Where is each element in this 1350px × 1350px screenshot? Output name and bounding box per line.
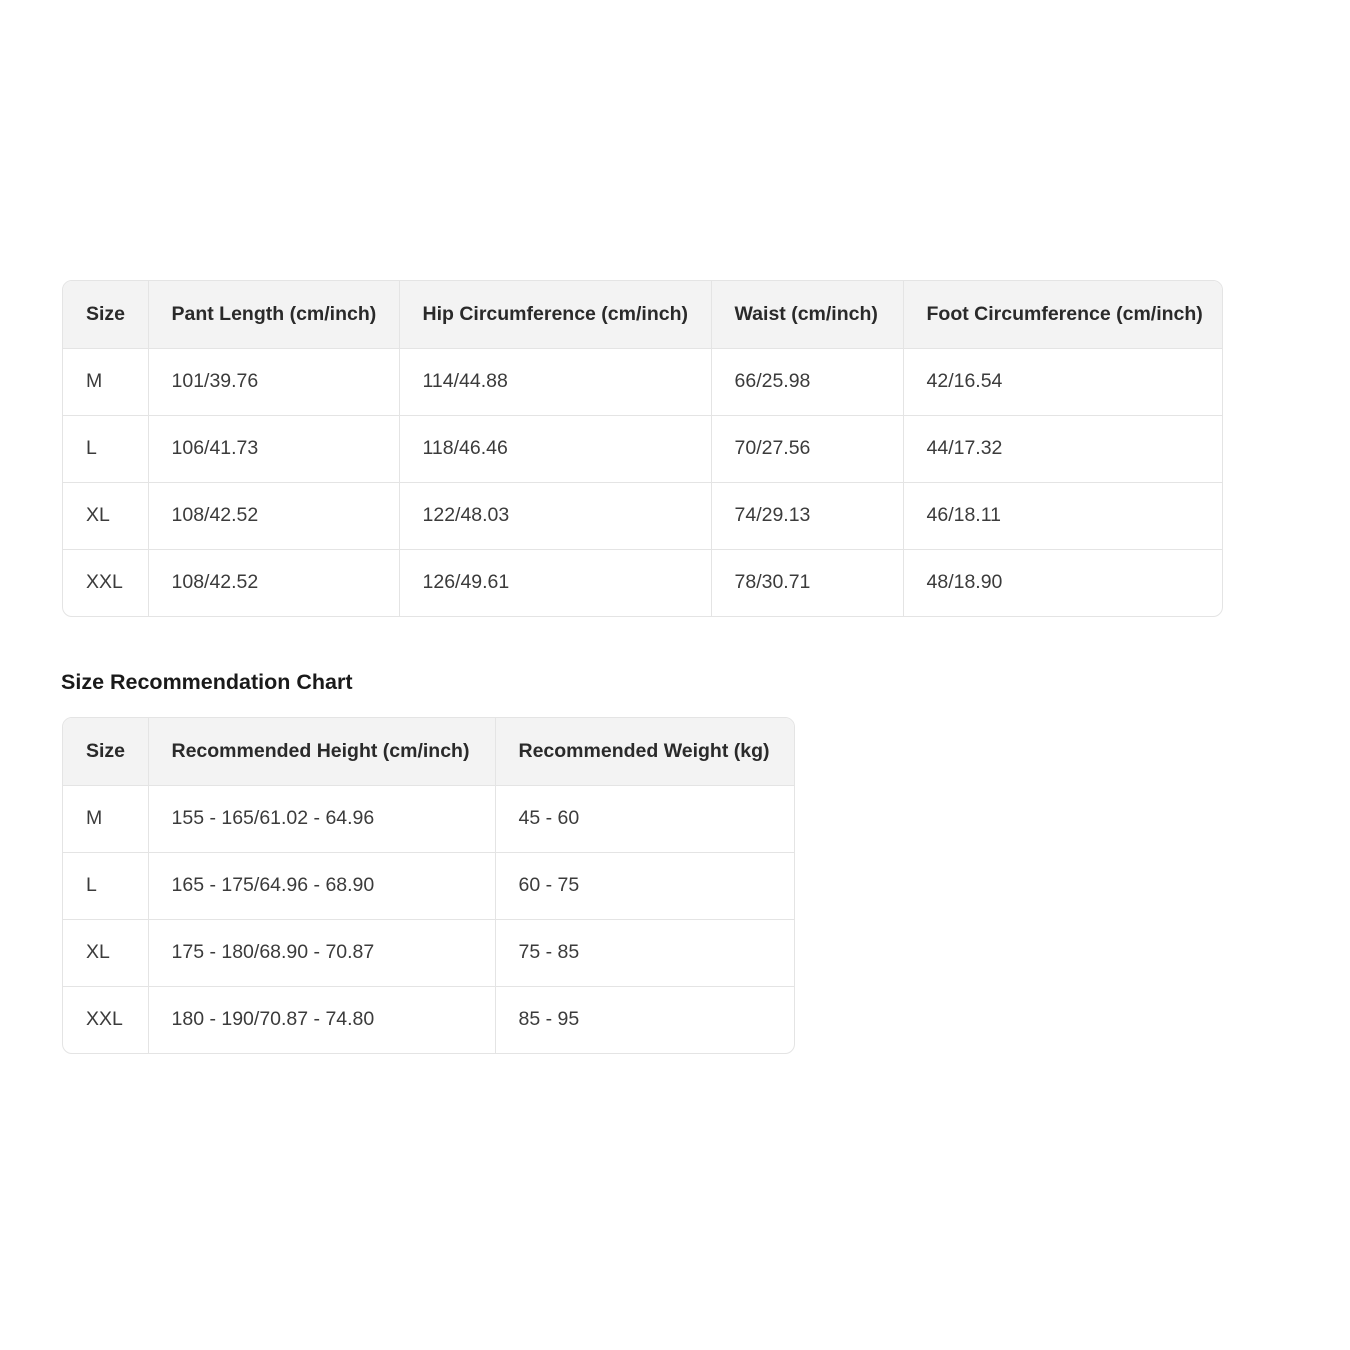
cell-pant-length: 108/42.52 xyxy=(148,482,399,549)
size-recommendation-title: Size Recommendation Chart xyxy=(61,670,353,694)
table-row xyxy=(63,986,794,1053)
cell-recommended-weight: 85 - 95 xyxy=(518,1008,580,1031)
header-size: Size xyxy=(63,718,148,785)
measurements-table xyxy=(63,281,1222,616)
cell-hip-circumference: 118/46.46 xyxy=(399,415,711,482)
cell-recommended-weight: 60 - 75 xyxy=(495,852,794,919)
cell-size: L xyxy=(63,852,148,919)
header-foot-circumference: Foot Circumference (cm/inch) xyxy=(903,281,1222,348)
table-row xyxy=(63,852,794,919)
cell-recommended-weight: 75 - 85 xyxy=(495,919,794,986)
cell-size: XL xyxy=(63,482,148,549)
cell-hip-circumference: 122/48.03 xyxy=(399,482,711,549)
cell-size: XXL xyxy=(63,986,148,1053)
cell-hip-circumference: 114/44.88 xyxy=(399,348,711,415)
header-recommended-weight: Recommended Weight (kg) xyxy=(495,718,794,785)
table-row xyxy=(63,549,1222,616)
cell-size: XL xyxy=(63,919,148,986)
cell-recommended-height: 180 - 190/70.87 - 74.80 xyxy=(148,986,495,1053)
cell-pant-length: 108/42.52 xyxy=(148,549,399,616)
cell-size: M xyxy=(63,348,148,415)
header-pant-length: Pant Length (cm/inch) xyxy=(148,281,399,348)
cell-waist: 74/29.13 xyxy=(711,482,903,549)
table-row xyxy=(63,415,1222,482)
table-row xyxy=(63,482,1222,549)
header-size: Size xyxy=(63,281,148,348)
header-hip-circumference: Hip Circumference (cm/inch) xyxy=(399,281,711,348)
table-row xyxy=(63,348,1222,415)
cell-pant-length: 101/39.76 xyxy=(148,348,399,415)
recommendation-table-container xyxy=(62,717,795,1054)
cell-foot-circumference: 44/17.32 xyxy=(903,415,1222,482)
cell-foot-circumference: 46/18.11 xyxy=(903,482,1222,549)
recommendation-header-row xyxy=(63,718,794,785)
cell-size: L xyxy=(63,415,148,482)
header-recommended-height: Recommended Height (cm/inch) xyxy=(148,718,495,785)
cell-recommended-weight: 45 - 60 xyxy=(495,785,794,852)
cell-waist: 70/27.56 xyxy=(711,415,903,482)
header-waist: Waist (cm/inch) xyxy=(711,281,903,348)
cell-size: M xyxy=(63,785,148,852)
cell-size: XXL xyxy=(63,549,148,616)
cell-hip-circumference: 126/49.61 xyxy=(399,549,711,616)
measurements-header-row xyxy=(63,281,1222,348)
cell-recommended-height: 155 - 165/61.02 - 64.96 xyxy=(148,785,495,852)
cell-waist: 78/30.71 xyxy=(711,549,903,616)
table-row xyxy=(63,919,794,986)
cell-recommended-height: 175 - 180/68.90 - 70.87 xyxy=(148,919,495,986)
recommendation-table xyxy=(63,718,794,1053)
cell-foot-circumference: 48/18.90 xyxy=(926,571,1003,594)
cell-recommended-height: 165 - 175/64.96 - 68.90 xyxy=(148,852,495,919)
cell-waist: 66/25.98 xyxy=(711,348,903,415)
table-row xyxy=(63,785,794,852)
cell-foot-circumference: 42/16.54 xyxy=(903,348,1222,415)
measurements-table-container xyxy=(62,280,1223,617)
cell-pant-length: 106/41.73 xyxy=(148,415,399,482)
